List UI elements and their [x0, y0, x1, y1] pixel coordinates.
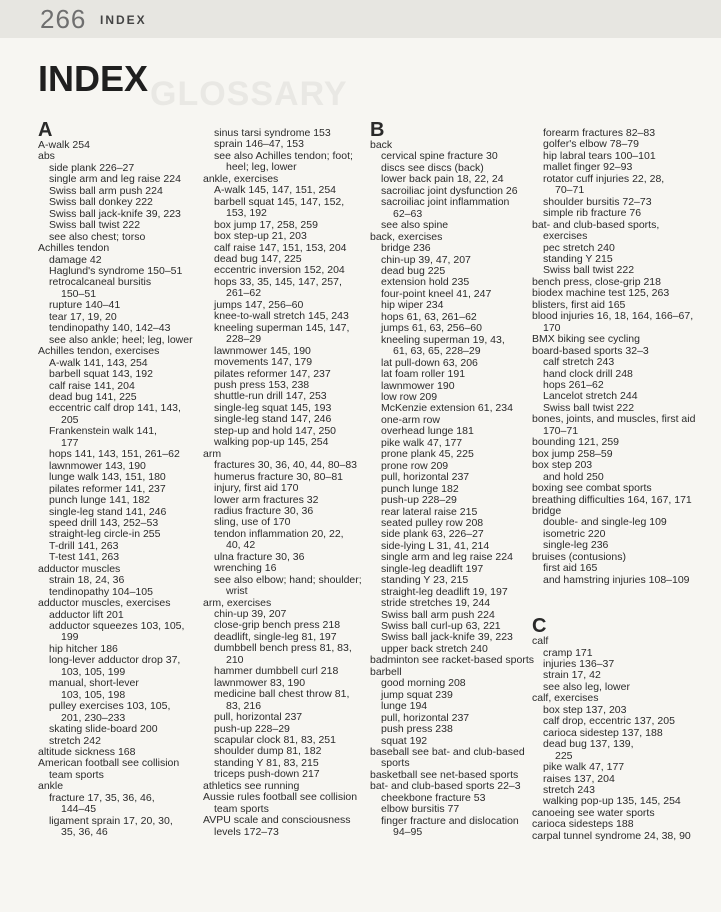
- index-subentry: hops 261–62: [543, 378, 604, 391]
- index-subentry: strain 18, 24, 36: [49, 574, 125, 587]
- index-subentry: damage 42: [49, 253, 102, 266]
- index-subentry: barbell squat 143, 192: [49, 368, 153, 381]
- index-entry: biodex machine test 125, 263: [532, 287, 670, 300]
- index-subentry: 94–95: [393, 826, 423, 839]
- index-entry: back: [370, 139, 393, 151]
- index-subentry: Swiss ball twist 222: [543, 401, 635, 414]
- index-subentry: injury, first aid 170: [214, 482, 299, 495]
- index-subentry: tendinopathy 140, 142–43: [49, 322, 171, 335]
- index-subentry: single-leg squat 145, 193: [214, 401, 332, 414]
- index-subentry: kneeling superman 19, 43,: [381, 333, 505, 346]
- index-subentry: 210: [226, 653, 244, 666]
- index-subentry: overhead lunge 181: [381, 425, 474, 438]
- index-subentry: tear 17, 19, 20: [49, 310, 117, 323]
- index-subentry: good morning 208: [381, 677, 466, 690]
- index-subentry: pec stretch 240: [543, 241, 615, 254]
- index-subentry: sacroiliac joint inflammation: [381, 196, 510, 209]
- index-entry: bridge: [532, 504, 562, 517]
- index-subentry: shoulder dump 81, 182: [214, 745, 322, 758]
- index-subentry: low row 209: [381, 390, 438, 403]
- page-number: 266: [40, 4, 87, 34]
- index-subentry: T-drill 141, 263: [49, 539, 119, 552]
- index-subentry: squat 192: [381, 734, 428, 747]
- index-entry: calf: [532, 635, 549, 648]
- index-subentry: extension hold 235: [381, 276, 470, 289]
- index-subentry: 35, 36, 46: [61, 826, 108, 839]
- index-subentry: hops 33, 35, 145, 147, 257,: [214, 275, 342, 288]
- index-subentry: seated pulley row 208: [381, 516, 484, 529]
- index-subentry: single-leg stand 147, 246: [214, 413, 332, 426]
- index-subentry: single arm and leg raise 224: [381, 551, 513, 564]
- index-subentry: jumps 61, 63, 256–60: [381, 322, 482, 335]
- index-subentry: lat pull-down 63, 206: [381, 356, 478, 369]
- index-entry: carioca sidesteps 188: [532, 818, 634, 831]
- index-subentry: see also Achilles tendon; foot;: [214, 149, 353, 162]
- index-subentry: triceps push-down 217: [214, 768, 320, 781]
- index-subentry: straight-leg deadlift 19, 197: [381, 585, 508, 598]
- index-entry: breathing difficulties 164, 167, 171: [532, 493, 692, 506]
- index-subentry: tendon inflammation 20, 22,: [214, 527, 344, 540]
- index-subentry: movements 147, 179: [214, 356, 313, 369]
- index-subentry: lunge 194: [381, 700, 428, 713]
- index-subentry: team sports: [214, 802, 269, 815]
- index-subentry: 62–63: [393, 207, 423, 220]
- index-subentry: standing Y 81, 83, 215: [214, 756, 319, 769]
- index-column-2: [203, 128, 365, 838]
- index-subentry: 201, 230–233: [61, 711, 126, 724]
- index-subentry: wrist: [226, 585, 248, 598]
- index-subentry: A-walk 145, 147, 151, 254: [214, 184, 337, 197]
- index-subentry: hammer dumbbell curl 218: [214, 665, 339, 678]
- index-subentry: tendinopathy 104–105: [49, 585, 153, 598]
- index-subentry: see also ankle; heel; leg, lower: [49, 333, 193, 346]
- index-entry: American football see collision: [38, 757, 180, 770]
- index-subentry: lawnmower 83, 190: [214, 676, 306, 689]
- index-subentry: prone row 209: [381, 459, 449, 472]
- index-subentry: lawnmower 145, 190: [214, 344, 311, 357]
- index-subentry: barbell squat 145, 147, 152,: [214, 195, 345, 208]
- index-subentry: fracture 17, 35, 36, 46,: [49, 791, 155, 804]
- index-subentry: shuttle-run drill 147, 253: [214, 390, 327, 403]
- index-entry: Achilles tendon: [38, 242, 110, 255]
- index-subentry: 150–51: [61, 287, 97, 300]
- index-entry: board-based sports 32–3: [532, 344, 649, 357]
- index-subentry: standing Y 23, 215: [381, 574, 469, 587]
- index-subentry: deadlift, single-leg 81, 197: [214, 630, 337, 643]
- index-subentry: side-lying L 31, 41, 214: [381, 539, 490, 552]
- index-subentry: and hamstring injuries 108–109: [543, 573, 690, 586]
- index-subentry: chin-up 39, 47, 207: [381, 253, 471, 266]
- index-subentry: elbow bursitis 77: [381, 803, 460, 816]
- index-entry: calf, exercises: [532, 692, 599, 705]
- index-entry: A-walk 254: [38, 139, 90, 151]
- index-subentry: carioca sidestep 137, 188: [543, 726, 663, 739]
- index-subentry: Swiss ball jack-knife 39, 223: [381, 631, 513, 644]
- index-subentry: box jump 17, 258, 259: [214, 218, 318, 231]
- index-subentry: sprain 146–47, 153: [214, 138, 304, 151]
- index-subentry: upper back stretch 240: [381, 642, 488, 655]
- index-subentry: lawnmower 143, 190: [49, 459, 146, 472]
- index-subentry: shoulder bursitis 72–73: [543, 195, 652, 208]
- index-subentry: manual, short-lever: [49, 677, 139, 690]
- index-subentry: Swiss ball arm push 224: [49, 184, 163, 197]
- index-subentry: pull, horizontal 237: [381, 471, 470, 484]
- page-title: INDEX: [38, 58, 149, 99]
- index-subentry: jumps 147, 256–60: [214, 298, 304, 311]
- index-subentry: adductor lift 201: [49, 608, 124, 621]
- index-subentry: calf drop, eccentric 137, 205: [543, 715, 675, 728]
- index-entry: adductor muscles, exercises: [38, 597, 171, 610]
- index-entry: AVPU scale and consciousness: [203, 814, 351, 827]
- index-subentry: walking pop-up 135, 145, 254: [543, 795, 681, 808]
- index-subentry: cervical spine fracture 30: [381, 150, 498, 163]
- index-subentry: step-up and hold 147, 250: [214, 424, 337, 437]
- index-entry: baseball see bat- and club-based: [370, 746, 525, 759]
- index-subentry: 103, 105, 198: [61, 688, 126, 701]
- index-entry: arm: [203, 447, 222, 460]
- index-subentry: heel; leg, lower: [226, 161, 297, 174]
- index-subentry: 40, 42: [226, 539, 256, 552]
- index-entry: bruises (contusions): [532, 550, 626, 563]
- index-subentry: A-walk 141, 143, 254: [49, 356, 148, 369]
- index-subentry: 153, 192: [226, 207, 267, 220]
- index-subentry: 70–71: [555, 184, 585, 197]
- index-entry: barbell: [370, 665, 402, 678]
- index-subentry: 205: [61, 413, 79, 426]
- index-entry: bat- and club-based sports 22–3: [370, 780, 521, 793]
- index-subentry: long-lever adductor drop 37,: [49, 654, 181, 667]
- index-subentry: hip hitcher 186: [49, 642, 118, 655]
- index-subentry: single-leg deadlift 197: [381, 562, 484, 575]
- index-subentry: raises 137, 204: [543, 772, 615, 785]
- index-subentry: Frankenstein walk 141,: [49, 425, 157, 438]
- index-subentry: push-up 228–29: [214, 722, 290, 735]
- index-subentry: 225: [555, 749, 573, 762]
- index-subentry: 261–62: [226, 287, 262, 300]
- index-subentry: hip wiper 234: [381, 299, 444, 312]
- index-subentry: prone plank 45, 225: [381, 448, 474, 461]
- index-entry: bat- and club-based sports,: [532, 218, 660, 231]
- index-subentry: sling, use of 170: [214, 516, 291, 529]
- index-subentry: Haglund's syndrome 150–51: [49, 264, 183, 277]
- index-subentry: hops 141, 143, 151, 261–62: [49, 448, 180, 461]
- index-subentry: 170–71: [543, 424, 579, 437]
- index-subentry: Swiss ball curl-up 63, 221: [381, 620, 501, 633]
- index-subentry: double- and single-leg 109: [543, 516, 667, 529]
- index-subentry: retrocalcaneal bursitis: [49, 276, 152, 289]
- index-subentry: punch lunge 141, 182: [49, 494, 151, 507]
- index-subentry: sacroiliac joint dysfunction 26: [381, 184, 518, 197]
- index-subentry: see also chest; torso: [49, 230, 146, 243]
- index-subentry: dead bug 225: [381, 264, 446, 277]
- index-subentry: cheekbone fracture 53: [381, 791, 486, 804]
- index-entry: arm, exercises: [203, 596, 272, 609]
- index-subentry: box step-up 21, 203: [214, 230, 307, 243]
- index-subentry: speed drill 143, 252–53: [49, 516, 159, 529]
- index-subentry: lawnmower 190: [381, 379, 455, 392]
- index-entry: adductor muscles: [38, 562, 121, 575]
- index-subentry: see also leg, lower: [543, 680, 630, 693]
- index-subentry: scapular clock 81, 83, 251: [214, 734, 336, 747]
- index-entry: altitude sickness 168: [38, 746, 136, 759]
- index-subentry: finger fracture and dislocation: [381, 814, 519, 827]
- index-entry: abs: [38, 150, 55, 163]
- index-subentry: 103, 105, 199: [61, 665, 126, 678]
- index-subentry: kneeling superman 145, 147,: [214, 321, 350, 334]
- index-subentry: single-leg stand 141, 246: [49, 505, 167, 518]
- index-subentry: exercises: [543, 230, 588, 243]
- index-subentry: radius fracture 30, 36: [214, 504, 314, 517]
- index-subentry: close-grip bench press 218: [214, 619, 341, 632]
- index-subentry: Swiss ball donkey 222: [49, 196, 153, 209]
- index-entry: bounding 121, 259: [532, 436, 619, 449]
- index-subentry: side plank 63, 226–27: [381, 528, 484, 541]
- index-subentry: stride stretches 19, 244: [381, 597, 491, 610]
- section-letter: A: [38, 119, 53, 141]
- index-subentry: dead bug 137, 139,: [543, 738, 634, 751]
- index-subentry: team sports: [49, 768, 104, 781]
- index-subentry: ligament sprain 17, 20, 30,: [49, 814, 173, 827]
- index-subentry: strain 17, 42: [543, 669, 601, 682]
- index-subentry: calf stretch 243: [543, 356, 615, 369]
- index-entry: badminton see racket-based sports: [370, 654, 535, 667]
- index-entry: box step 203: [532, 459, 593, 472]
- index-subentry: pike walk 47, 177: [381, 436, 463, 449]
- index-subentry: and hold 250: [543, 470, 604, 483]
- index-subentry: cramp 171: [543, 646, 593, 659]
- index-entry: bench press, close-grip 218: [532, 275, 661, 288]
- index-subentry: adductor squeezes 103, 105,: [49, 620, 185, 633]
- index-entry: basketball see net-based sports: [370, 768, 519, 781]
- index-subentry: bridge 236: [381, 242, 431, 255]
- index-entry: Aussie rules football see collision: [203, 791, 358, 804]
- index-subentry: single-leg 236: [543, 539, 609, 552]
- index-subentry: medicine ball chest throw 81,: [214, 688, 350, 701]
- index-subentry: rotator cuff injuries 22, 28,: [543, 172, 665, 185]
- index-subentry: eccentric calf drop 141, 143,: [49, 402, 181, 415]
- index-subentry: stretch 243: [543, 784, 595, 797]
- section-gap: [532, 586, 712, 614]
- index-subentry: see also spine: [381, 219, 449, 232]
- index-subentry: dumbbell bench press 81, 83,: [214, 642, 352, 655]
- index-subentry: hip labral tears 100–101: [543, 149, 656, 162]
- index-subentry: 199: [61, 631, 79, 644]
- index-entry: blood injuries 16, 18, 164, 166–67,: [532, 310, 694, 323]
- index-subentry: Swiss ball twist 222: [543, 264, 635, 277]
- index-subentry: pulley exercises 103, 105,: [49, 700, 171, 713]
- index-subentry: skating slide-board 200: [49, 723, 158, 736]
- index-entry: box jump 258–59: [532, 447, 613, 460]
- index-entry: back, exercises: [370, 230, 443, 243]
- index-entry: boxing see combat sports: [532, 482, 652, 495]
- index-subentry: jump squat 239: [381, 688, 453, 701]
- index-entry: blisters, first aid 165: [532, 298, 626, 311]
- index-subentry: dead bug 147, 225: [214, 252, 302, 265]
- index-subentry: Swiss ball jack-knife 39, 223: [49, 207, 181, 220]
- index-subentry: see also elbow; hand; shoulder;: [214, 573, 362, 586]
- index-column-4: [532, 128, 712, 842]
- index-subentry: T-test 141, 263: [49, 551, 120, 564]
- index-subentry: rupture 140–41: [49, 299, 121, 312]
- index-subentry: 144–45: [61, 803, 97, 816]
- index-subentry: Lancelot stretch 244: [543, 390, 638, 403]
- section-letter: C: [532, 615, 547, 638]
- index-subentry: simple rib fracture 76: [543, 207, 642, 220]
- index-subentry: 83, 216: [226, 699, 262, 712]
- index-subentry: lunge walk 143, 151, 180: [49, 471, 166, 484]
- index-subentry: calf raise 147, 151, 153, 204: [214, 241, 347, 254]
- index-subentry: first aid 165: [543, 562, 598, 575]
- index-subentry: wrenching 16: [214, 562, 277, 575]
- index-subentry: single arm and leg raise 224: [49, 173, 181, 186]
- index-subentry: hops 61, 63, 261–62: [381, 310, 477, 323]
- index-entry: carpal tunnel syndrome 24, 38, 90: [532, 829, 691, 842]
- running-head: INDEX: [100, 13, 147, 27]
- index-subentry: four-point kneel 41, 247: [381, 287, 492, 300]
- index-subentry: chin-up 39, 207: [214, 608, 287, 621]
- index-subentry: rear lateral raise 215: [381, 505, 478, 518]
- index-subentry: mallet finger 92–93: [543, 161, 633, 174]
- index-subentry: straight-leg circle-in 255: [49, 528, 161, 541]
- index-subentry: sinus tarsi syndrome 153: [214, 127, 331, 139]
- index-subentry: ulna fracture 30, 36: [214, 550, 305, 563]
- index-subentry: 177: [61, 436, 79, 449]
- index-subentry: box step 137, 203: [543, 703, 627, 716]
- index-subentry: fractures 30, 36, 40, 44, 80–83: [214, 459, 358, 472]
- index-subentry: discs see discs (back): [381, 161, 484, 174]
- index-subentry: lat foam roller 191: [381, 368, 466, 381]
- index-subentry: forearm fractures 82–83: [543, 127, 656, 139]
- index-entry: athletics see running: [203, 779, 300, 792]
- section-letter: B: [370, 119, 385, 141]
- index-subentry: pike walk 47, 177: [543, 761, 625, 774]
- index-entry: bones, joints, and muscles, first aid: [532, 413, 696, 426]
- index-entry: canoeing see water sports: [532, 806, 655, 819]
- index-subentry: pilates reformer 147, 237: [214, 367, 331, 380]
- index-subentry: push press 153, 238: [214, 378, 310, 391]
- index-subentry: lower back pain 18, 22, 24: [381, 173, 504, 186]
- index-subentry: McKenzie extension 61, 234: [381, 402, 513, 415]
- index-subentry: knee-to-wall stretch 145, 243: [214, 310, 349, 323]
- index-subentry: stretch 242: [49, 734, 101, 747]
- index-subentry: pull, horizontal 237: [214, 711, 303, 724]
- index-subentry: humerus fracture 30, 80–81: [214, 470, 343, 483]
- index-subentry: hand clock drill 248: [543, 367, 633, 380]
- index-subentry: push press 238: [381, 723, 453, 736]
- index-subentry: standing Y 215: [543, 252, 613, 265]
- index-entry: Achilles tendon, exercises: [38, 345, 160, 358]
- index-entry: BMX biking see cycling: [532, 333, 640, 346]
- index-subentry: punch lunge 182: [381, 482, 459, 495]
- index-subentry: eccentric inversion 152, 204: [214, 264, 345, 277]
- index-column-1: [38, 118, 208, 839]
- index-subentry: levels 172–73: [214, 825, 279, 838]
- index-entry: ankle, exercises: [203, 172, 279, 185]
- index-subentry: golfer's elbow 78–79: [543, 138, 639, 151]
- index-subentry: one-arm row: [381, 413, 440, 426]
- index-subentry: pull, horizontal 237: [381, 711, 470, 724]
- watermark-text: GLOSSARY: [150, 75, 348, 113]
- index-subentry: isometric 220: [543, 527, 606, 540]
- index-subentry: calf raise 141, 204: [49, 379, 135, 392]
- index-subentry: Swiss ball arm push 224: [381, 608, 495, 621]
- index-subentry: 61, 63, 65, 228–29: [393, 345, 481, 358]
- index-subentry: 170: [543, 321, 561, 334]
- index-subentry: pilates reformer 141, 237: [49, 482, 166, 495]
- index-subentry: dead bug 141, 225: [49, 390, 137, 403]
- index-entry: ankle: [38, 780, 64, 793]
- index-subentry: lower arm fractures 32: [214, 493, 319, 506]
- index-subentry: 228–29: [226, 333, 262, 346]
- index-subentry: walking pop-up 145, 254: [214, 436, 329, 449]
- index-subentry: sports: [381, 757, 410, 770]
- index-column-3: [370, 118, 535, 839]
- index-subentry: side plank 226–27: [49, 161, 135, 174]
- index-subentry: Swiss ball twist 222: [49, 219, 141, 232]
- index-subentry: injuries 136–37: [543, 658, 615, 671]
- index-subentry: push-up 228–29: [381, 494, 457, 507]
